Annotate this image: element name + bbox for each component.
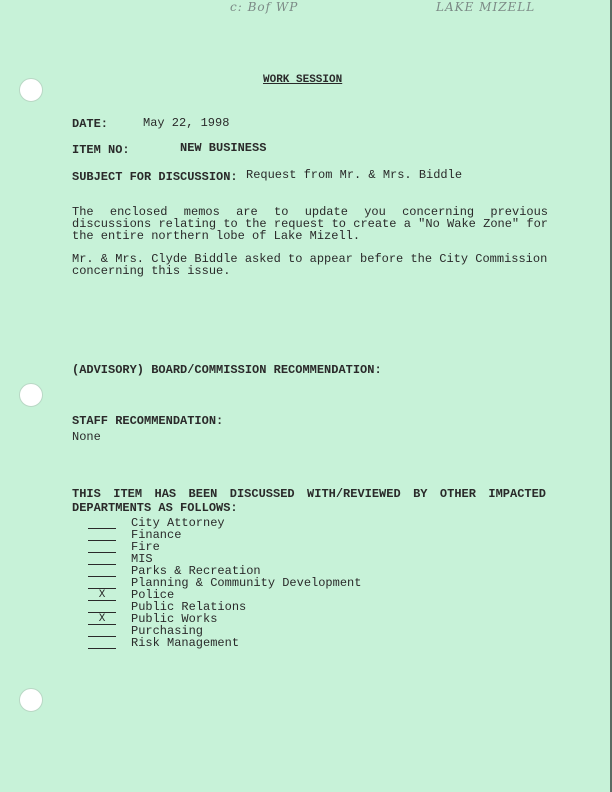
checkbox-mark <box>88 637 116 649</box>
department-name: Risk Management <box>131 636 240 650</box>
subject-label: SUBJECT FOR DISCUSSION: <box>72 170 238 184</box>
checkbox-mark: X <box>88 613 116 625</box>
department-name: Police <box>131 588 175 602</box>
department-name: Purchasing <box>131 624 204 638</box>
staff-recommendation-value: None <box>72 430 101 444</box>
handwritten-note-center: c: Bof WP <box>230 0 299 14</box>
handwritten-note-right: LAKE MIZELL <box>436 0 536 14</box>
department-name: Fire <box>131 540 160 554</box>
department-name: Parks & Recreation <box>131 564 261 578</box>
department-name: MIS <box>131 552 153 566</box>
checkbox-mark: X <box>88 589 116 601</box>
checkbox-mark <box>88 541 116 553</box>
checkbox-mark <box>88 529 116 541</box>
departments-heading: THIS ITEM HAS BEEN DISCUSSED WITH/REVIEWED BY OTHER IMPACTED DEPARTMENTS AS FOLLOWS: <box>72 487 546 515</box>
checkbox-mark <box>88 565 116 577</box>
department-list <box>88 517 408 649</box>
subject-value: Request from Mr. & Mrs. Biddle <box>246 168 463 182</box>
checkbox-mark <box>88 517 116 529</box>
department-name: Public Works <box>131 612 218 626</box>
checkbox-mark <box>88 625 116 637</box>
department-name: Public Relations <box>131 600 247 614</box>
list-item <box>88 637 408 649</box>
date-label: DATE: <box>72 117 109 131</box>
checkbox-mark <box>88 553 116 565</box>
item-no-label: ITEM NO: <box>72 143 130 157</box>
date-value: May 22, 1998 <box>143 116 230 130</box>
body-paragraph-1: The enclosed memos are to update you concerning previous discussions relating to the request to create a "No Wake Zone" for the entire northern lobe of Lake Mizell. <box>72 205 548 243</box>
staff-recommendation-label: STAFF RECOMMENDATION: <box>72 414 224 428</box>
binder-hole-middle <box>19 383 43 407</box>
department-name: City Attorney <box>131 516 225 530</box>
body-paragraph-2: Mr. & Mrs. Clyde Biddle asked to appear before the City Commission concerning this issue. <box>72 252 548 278</box>
department-name: Planning & Community Development <box>131 576 362 590</box>
binder-hole-bottom <box>19 688 43 712</box>
item-no-value: NEW BUSINESS <box>180 141 267 155</box>
department-name: Finance <box>131 528 182 542</box>
advisory-recommendation-label: (ADVISORY) BOARD/COMMISSION RECOMMENDATION: <box>72 363 382 377</box>
binder-hole-top <box>19 78 43 102</box>
page-title: WORK SESSION <box>263 74 343 86</box>
checkbox-mark <box>88 577 116 589</box>
checkbox-mark <box>88 601 116 613</box>
